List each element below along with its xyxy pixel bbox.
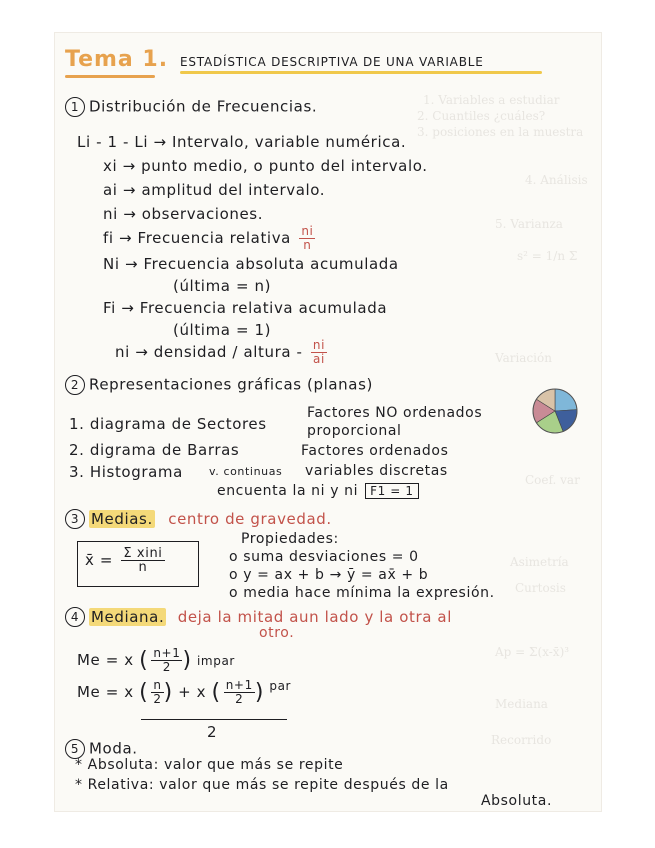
graph-barras: 2. digrama de Barras bbox=[69, 441, 240, 459]
ghost-text: s² = 1/n Σ bbox=[517, 249, 578, 263]
def-interval: Li - 1 - Li → Intervalo, variable numérica. bbox=[77, 133, 407, 151]
median-even-formula: Me = x ( $\frac{n}{2}$ ) + x ( $\frac{n+1}{2}$ ) $^{par}$ bbox=[77, 678, 292, 706]
section-note-cont: otro. bbox=[259, 625, 295, 641]
section-number: 4 bbox=[65, 607, 85, 627]
fraction-den: ai bbox=[313, 352, 325, 366]
ghost-text: 1. Variables a estudiar bbox=[423, 93, 560, 107]
def-fi bbox=[103, 225, 315, 252]
fraction bbox=[311, 339, 327, 366]
fraction bbox=[151, 679, 163, 706]
ghost-text: Asimetría bbox=[510, 555, 569, 569]
fraction-den: 2 bbox=[235, 692, 244, 706]
fraction bbox=[121, 547, 164, 574]
section-number: 2 bbox=[65, 375, 85, 395]
fraction-num: ni bbox=[301, 224, 314, 238]
def-ni: ni → observaciones. bbox=[103, 205, 264, 223]
def-ai: ai → amplitud del intervalo. bbox=[103, 181, 326, 199]
page-title: ESTADÍSTICA DESCRIPTIVA DE UNA VARIABLE bbox=[180, 55, 484, 69]
ghost-text: 5. Varianza bbox=[495, 217, 563, 231]
prop-2: o y = ax + b → ȳ = ax̄ + b bbox=[229, 567, 429, 583]
ghost-text: Recorrido bbox=[491, 733, 552, 747]
graph-barras-note: Factores ordenados bbox=[301, 443, 449, 459]
section-4-heading bbox=[65, 607, 452, 627]
ghost-text: Mediana bbox=[495, 697, 548, 711]
pie-chart-icon bbox=[531, 387, 579, 435]
def-xi: xi → punto medio, o punto del intervalo. bbox=[103, 157, 428, 175]
ghost-text: Ap = Σ(x-x̄)³ bbox=[495, 645, 570, 659]
mode-relative-cont: Absoluta. bbox=[481, 793, 553, 809]
section-title: Representaciones gráficas (planas) bbox=[89, 375, 373, 394]
fraction-num: ni bbox=[312, 338, 326, 352]
section-note: centro de gravedad. bbox=[168, 509, 332, 528]
fraction-num: Σ xini bbox=[123, 546, 163, 561]
def-density-text: ni → densidad / altura - bbox=[115, 343, 303, 361]
def-density bbox=[115, 339, 327, 366]
def-fi-text: fi → Frecuencia relativa bbox=[103, 229, 291, 247]
ghost-text: Curtosis bbox=[515, 581, 566, 595]
formula-left: Me = x bbox=[77, 651, 134, 669]
ghost-text: 2. Cuantiles ¿cuáles? bbox=[417, 109, 546, 123]
ghost-text: Coef. var bbox=[525, 473, 580, 487]
section-number: 3 bbox=[65, 509, 85, 529]
mode-relative: * Relativa: valor que más se repite después de la bbox=[75, 777, 449, 793]
ghost-text: 3. posiciones en la muestra bbox=[417, 125, 584, 139]
section-number: 1 bbox=[65, 97, 85, 117]
section-3-heading bbox=[65, 509, 332, 529]
def-Ni: Ni → Frecuencia absoluta acumulada bbox=[103, 255, 399, 273]
props-title: Propiedades: bbox=[241, 531, 339, 547]
section-5-heading bbox=[65, 739, 138, 759]
graph-hist-note-c-text: encuenta la ni y ni bbox=[217, 483, 359, 499]
section-title: Distribución de Frecuencias. bbox=[89, 97, 318, 116]
median-even-den: 2 bbox=[207, 723, 218, 741]
fraction bbox=[151, 647, 182, 674]
mean-formula bbox=[85, 547, 165, 574]
section-note: deja la mitad aun lado y la otra al bbox=[177, 607, 452, 626]
mode-absolute: * Absoluta: valor que más se repite bbox=[75, 757, 344, 773]
ghost-text: Variación bbox=[495, 351, 552, 365]
boxed-note: F1 = 1 bbox=[365, 483, 418, 499]
section-title: Medias. bbox=[91, 509, 153, 528]
topic-heading: Tema 1. bbox=[65, 47, 169, 72]
section-title: Moda. bbox=[89, 739, 138, 758]
fraction-den: n bbox=[138, 560, 148, 575]
fraction-num: n+1 bbox=[225, 678, 253, 692]
fraction-num: n+1 bbox=[153, 646, 181, 660]
graph-sectores-note-a: Factores NO ordenados bbox=[307, 405, 483, 421]
section-title: Mediana. bbox=[91, 607, 165, 626]
fraction bbox=[299, 225, 315, 252]
fraction bbox=[224, 679, 255, 706]
title-underline bbox=[180, 71, 542, 74]
graph-sectores-note-b: proporcional bbox=[307, 423, 402, 439]
graph-hist-note-c bbox=[217, 483, 419, 499]
formula-left: x̄ = bbox=[85, 551, 114, 569]
formula-left: Me = x bbox=[77, 683, 134, 701]
graph-histograma: 3. Histograma bbox=[69, 463, 183, 481]
topic-underline bbox=[65, 75, 155, 78]
prop-3: o media hace mínima la expresión. bbox=[229, 585, 495, 601]
fraction-num: n bbox=[151, 679, 163, 693]
median-odd-formula: Me = x ( $\frac{n+1}{2}$ ) impar bbox=[77, 646, 235, 674]
notebook-page bbox=[54, 32, 602, 812]
prop-1: o suma desviaciones = 0 bbox=[229, 549, 419, 565]
section-1-heading bbox=[65, 97, 317, 117]
graph-sectores: 1. diagrama de Sectores bbox=[69, 415, 267, 433]
fraction-den: 2 bbox=[153, 692, 162, 706]
ghost-text: 4. Análisis bbox=[525, 173, 588, 187]
def-Fi: Fi → Frecuencia relativa acumulada bbox=[103, 299, 388, 317]
formula-note: impar bbox=[197, 654, 235, 668]
fraction-bar bbox=[141, 719, 287, 720]
section-2-heading bbox=[65, 375, 373, 395]
graph-hist-note-b: variables discretas bbox=[305, 463, 448, 479]
def-Ni-note: (última = n) bbox=[173, 277, 272, 295]
fraction-den: n bbox=[303, 238, 312, 252]
formula-note: par bbox=[269, 679, 292, 693]
section-number: 5 bbox=[65, 739, 85, 759]
def-Fi-note: (última = 1) bbox=[173, 321, 272, 339]
formula-mid: + x bbox=[178, 683, 207, 701]
fraction-den: 2 bbox=[162, 660, 171, 674]
graph-hist-note-a: v. continuas bbox=[209, 465, 283, 478]
